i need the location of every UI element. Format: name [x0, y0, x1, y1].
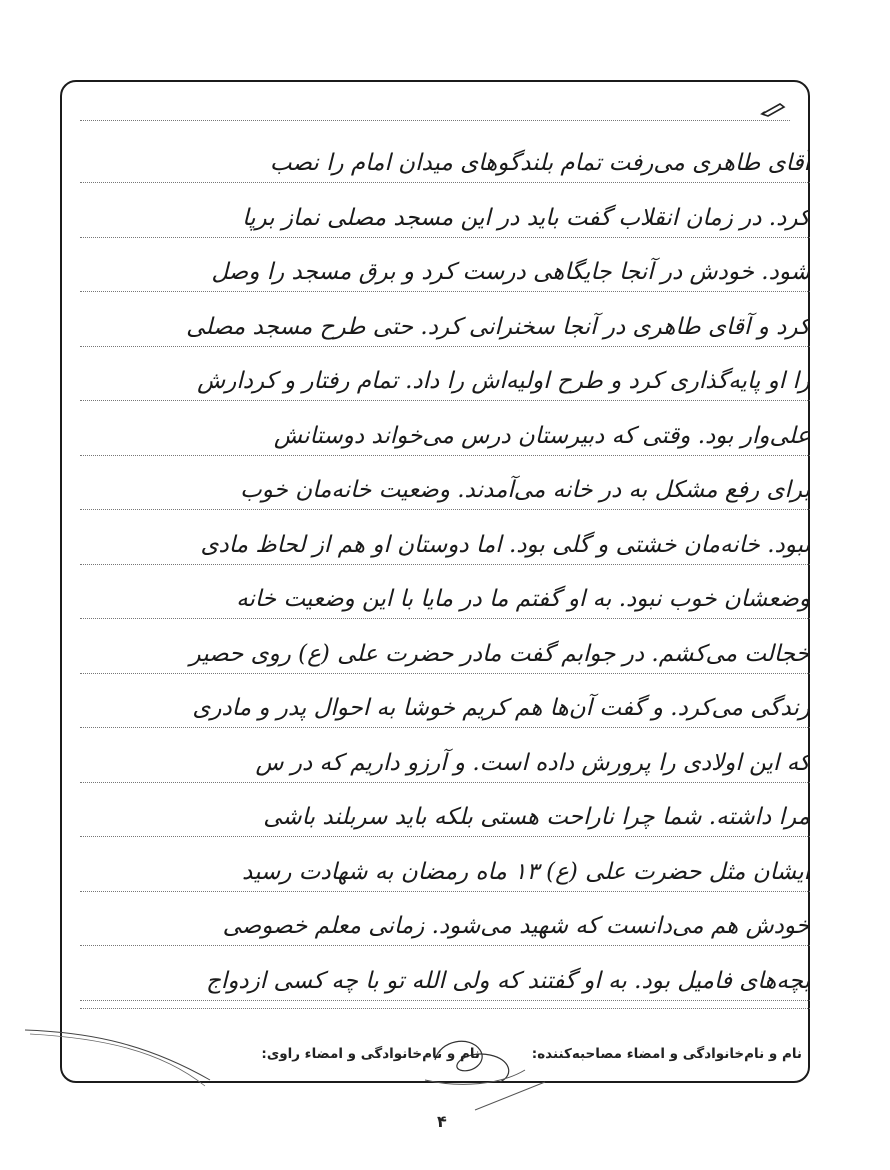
pen-icon: [760, 100, 786, 118]
ruled-line: [80, 782, 810, 783]
ruled-line: [80, 945, 810, 946]
handwritten-line: نبود. خانه‌مان خشتی و گلی بود. اما دوستان او هم از لحاظ مادی: [200, 531, 810, 558]
handwritten-line: بچه‌های فامیل بود. به او گفتند که ولی الله تو با چه کسی ازدواج: [206, 967, 810, 994]
handwritten-line: را او پایه‌گذاری کرد و طرح اولیه‌اش را داد. تمام رفتار و کردارش: [197, 368, 810, 394]
ruled-line: [80, 1000, 810, 1001]
handwritten-line: زندگی می‌کرد. و گفت آن‌ها هم کریم خوشا به احوال پدر و مادری: [192, 695, 810, 721]
handwritten-line: ایشان مثل حضرت علی (ع) ۱۳ ماه رمضان به شهادت رسید: [242, 858, 810, 885]
footer-signature-row: [70, 1046, 810, 1070]
ruled-line: [80, 1008, 810, 1009]
handwritten-line: کرد. در زمان انقلاب گفت باید در این مسجد مصلی نماز برپا: [242, 204, 810, 231]
ruled-line: [80, 673, 810, 674]
ruled-line: [80, 564, 810, 565]
ruled-line: [80, 400, 810, 401]
page-number: ۴: [437, 1112, 447, 1131]
ruled-line: [80, 182, 810, 183]
handwritten-line: مرا داشته. شما چرا ناراحت هستی بلکه باید سربلند باشی: [263, 804, 810, 830]
handwritten-line: که این اولادی را پرورش داده است. و آرزو داریم که در س: [255, 749, 810, 776]
handwritten-line: علی‌وار بود. وقتی که دبیرستان درس می‌خواند دوستانش: [273, 422, 810, 449]
handwritten-line: کرد و آقای طاهری در آنجا سخنرانی کرد. حتی طرح مسجد مصلی: [186, 313, 810, 340]
handwritten-line: خودش هم می‌دانست که شهید می‌شود. زمانی معلم خصوصی: [222, 913, 810, 939]
interviewer-label: نام و نام‌خانوادگی و امضاء مصاحبه‌کننده:: [531, 1046, 802, 1062]
ruled-line: [80, 618, 810, 619]
handwritten-line: خجالت می‌کشم. در جوابم گفت مادر حضرت علی (ع) روی حصیر: [189, 640, 810, 667]
handwritten-line: آقای طاهری می‌رفت تمام بلندگوهای میدان امام را نصب: [269, 150, 810, 176]
ruled-line: [80, 836, 810, 837]
signature-tail: [470, 1080, 550, 1120]
ruled-line: [80, 346, 810, 347]
handwritten-line: وضعشان خوب نبود. به او گفتم ما در مایا با این وضعیت خانه: [236, 586, 810, 612]
ruled-line: [80, 891, 810, 892]
ruled-line: [80, 291, 810, 292]
handwritten-line: برای رفع مشکل به در خانه می‌آمدند. وضعیت خانه‌مان خوب: [240, 477, 810, 503]
ruled-line: [80, 727, 810, 728]
ruled-line: [80, 120, 790, 121]
ruled-line: [80, 455, 810, 456]
ruled-line: [80, 509, 810, 510]
narrator-label: نام و نام‌خانوادگی و امضاء راوی:: [261, 1046, 480, 1062]
handwritten-line: شود. خودش در آنجا جایگاهی درست کرد و برق مسجد را وصل: [211, 259, 810, 285]
ruled-line: [80, 237, 810, 238]
